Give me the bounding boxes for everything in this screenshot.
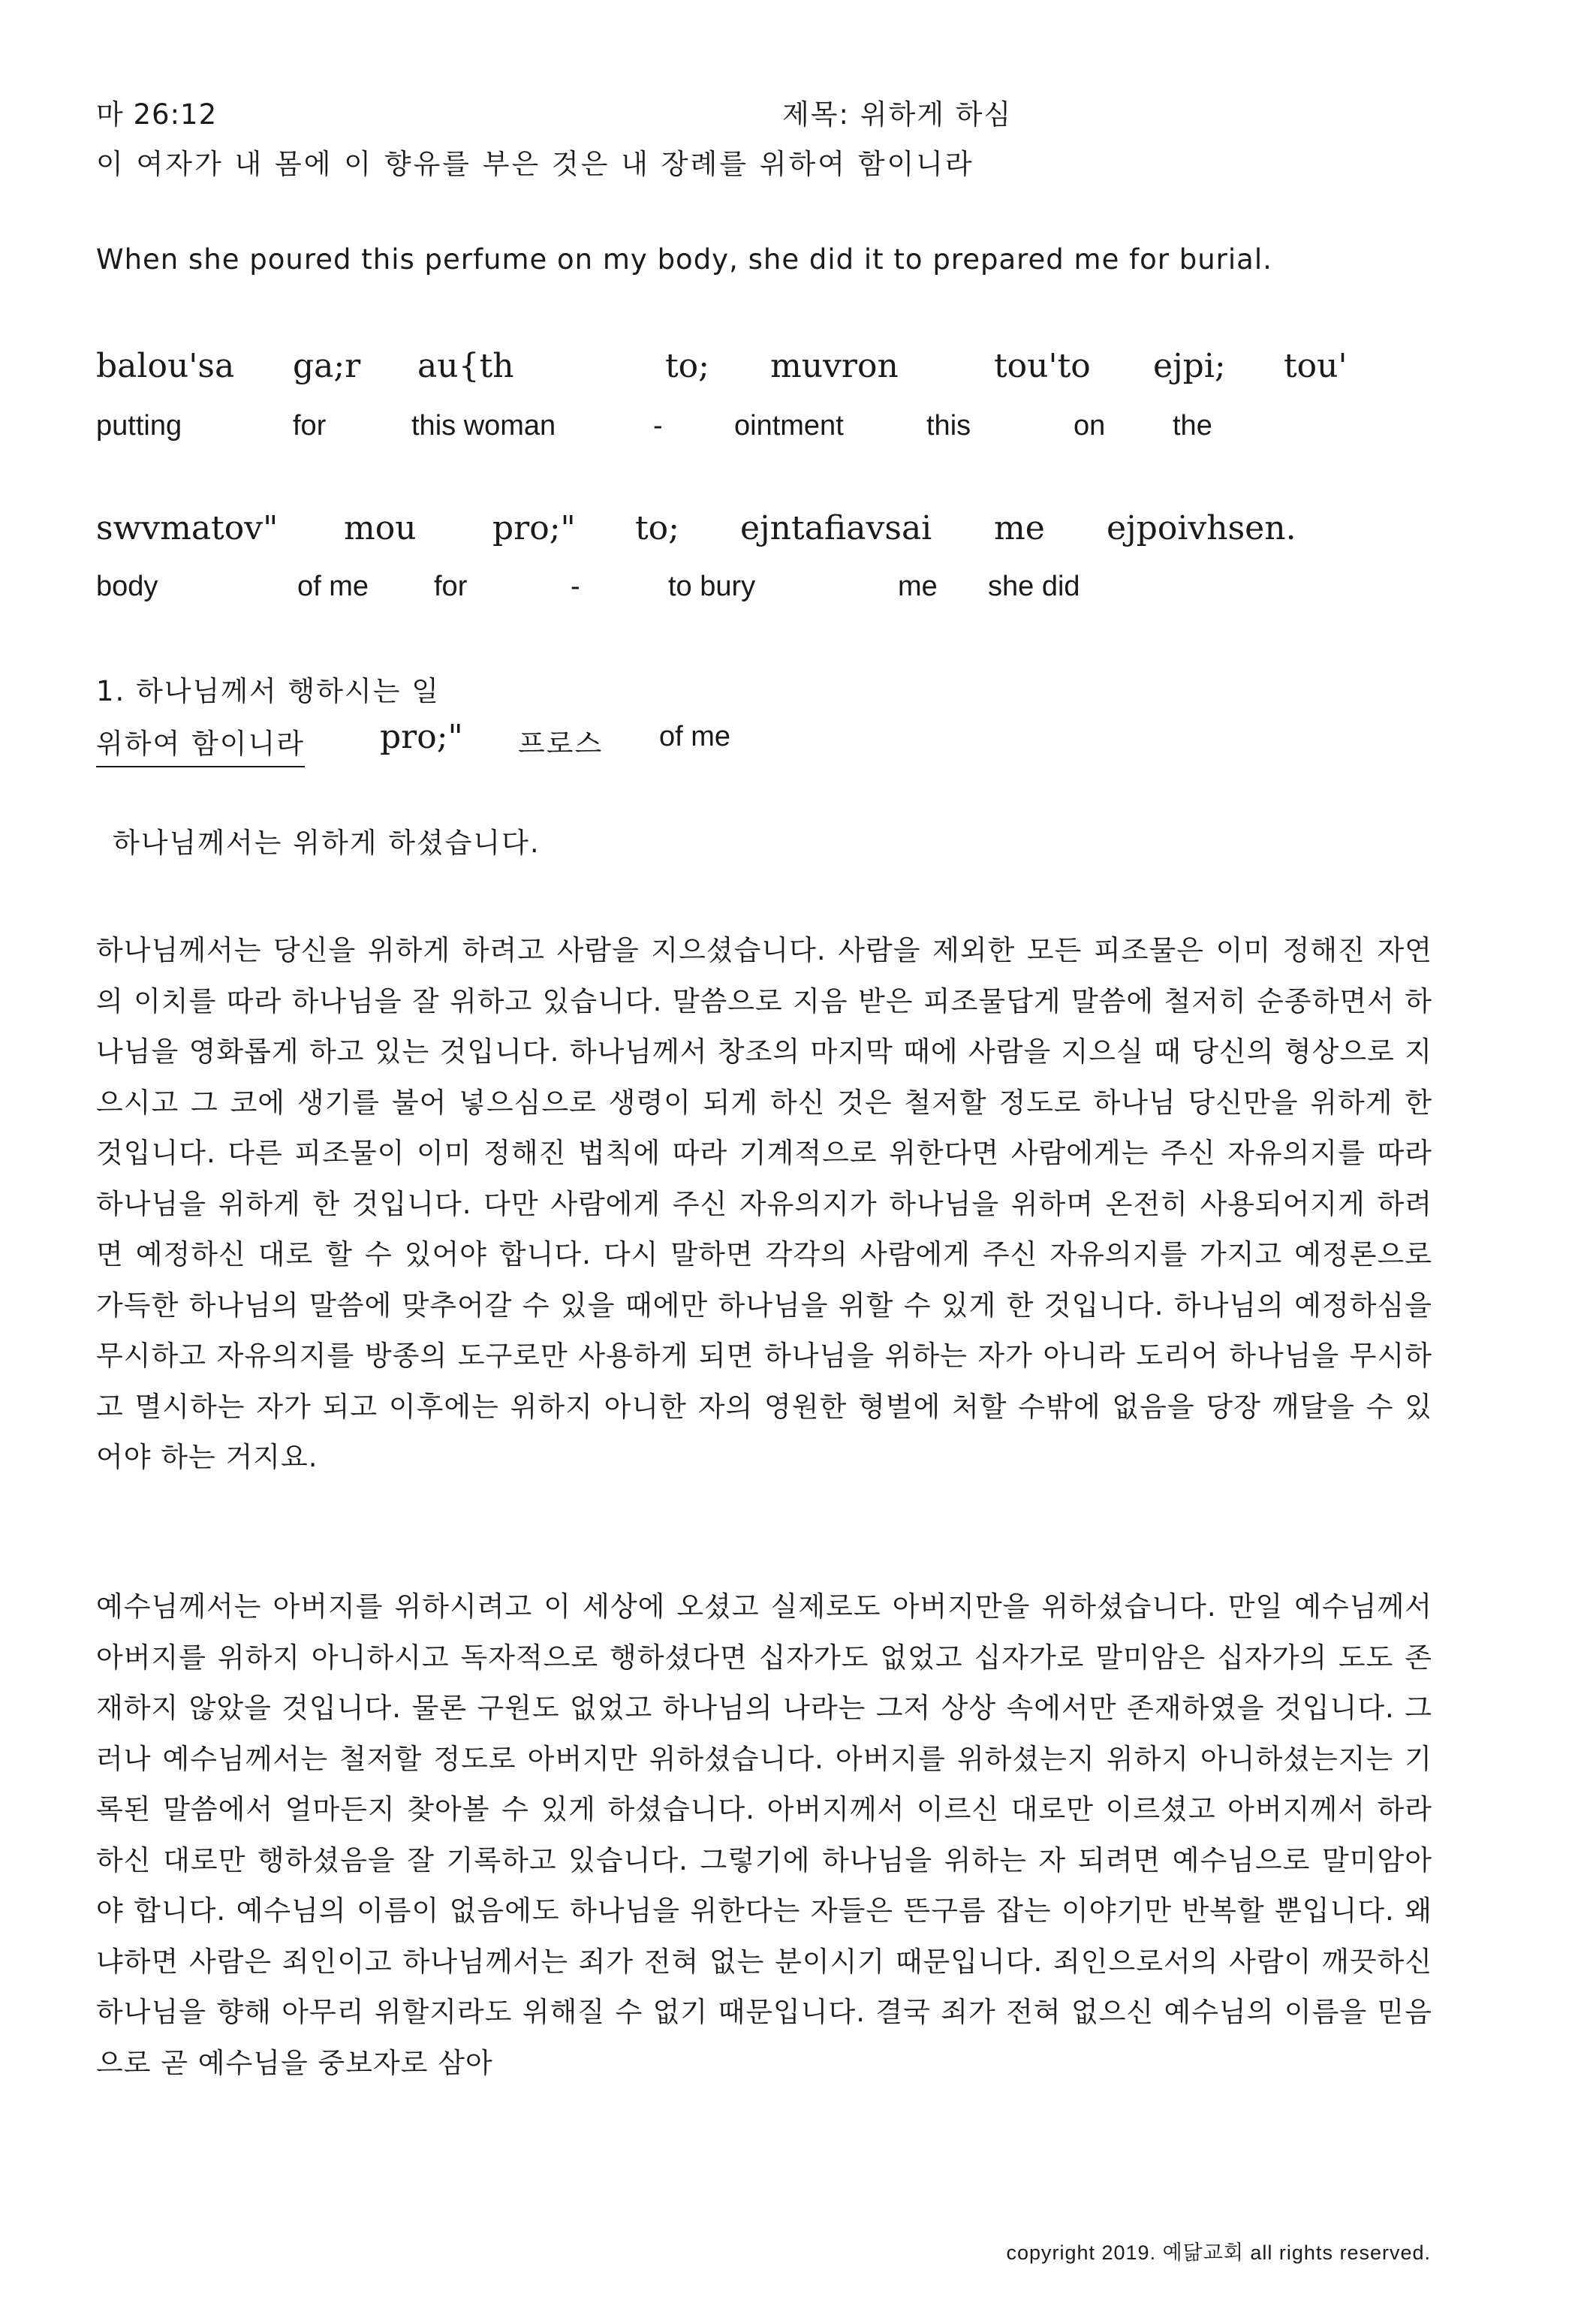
greek-word: tou'to — [994, 347, 1091, 385]
greek-word: ejntafiavsai — [740, 509, 932, 547]
greek-word: muvron — [770, 347, 899, 385]
body-paragraph-1: 하나님께서는 당신을 위하게 하려고 사람을 지으셨습니다. 사람을 제외한 모든 피조물은 이미 정해진 자연의 이치를 따라 하나님을 잘 위하고 있습니다. 말씀으로 지음 받은 피조물답게 말씀에 철저히 순종하면서 하나님을 영화롭게 하고 있는 것입니다. 하나님께서 창조의 마지막 때에 사람을 지으실 때 당신의 형상으로 지으시고 그 코에 생기를 불어 넣으심으로 생령이 되게 하신 것은 철저할 정도로 하나님 당신만을 위하게 한 것입니다. 다른 피조물이 이미 정해진 법칙에 따라 기계적으로 위한다면 사람에게는 주신 자유의지를 따라 하나님을 위하게 한 것입니다. 다만 사람에게 주신 자유의지가 하나님을 위하며 온전히 사용되어지게 하려면 예정하신 대로 할 수 있어야 합니다. 다시 말하면 각각의 사람에게 주신 자유의지를 가지고 예정론으로 가득한 하나님의 말씀에 맞추어갈 수 있을 때에만 하나님을 위할 수 있게 한 것입니다. 하나님의 예정하심을 무시하고 자유의지를 방종의 도구로만 사용하게 되면 하나님을 위하는 자가 아니라 도리어 하나님을 무시하고 멸시하는 자가 되고 이후에는 위하지 아니한 자의 영원한 형벌에 처할 수밖에 없음을 당장 깨달을 수 있어야 하는 거지요. — [96, 934, 1432, 1473]
greek-word: ga;r — [293, 347, 361, 385]
interlinear-gloss-line-1 — [96, 410, 1447, 448]
gloss-word: on — [1074, 410, 1106, 442]
greek-word: to; — [665, 347, 709, 385]
gloss-word: - — [653, 410, 663, 442]
copyright-footer: copyright 2019. 예닮교회 all rights reserved. — [1006, 2241, 1431, 2264]
greek-word: swvmatov" — [96, 509, 279, 547]
sermon-title: 제목: 위하게 하심 — [782, 98, 1013, 131]
interlinear-gloss-line-2 — [96, 571, 1447, 608]
gloss-word: of me — [297, 571, 369, 602]
gloss-word: ointment — [734, 410, 844, 442]
gloss-word: she did — [988, 571, 1080, 602]
greek-word: tou' — [1284, 347, 1348, 385]
key-phrase-english: of me — [659, 721, 731, 752]
key-phrase-greek: pro;" — [380, 718, 463, 756]
greek-word: pro;" — [492, 509, 576, 547]
key-phrase-transliteration: 프로스 — [518, 728, 604, 760]
english-verse: When she poured this perfume on my body, she did it to prepared me for burial. — [96, 243, 1272, 276]
korean-verse: 이 여자가 내 몸에 이 향유를 부은 것은 내 장례를 위하여 함이니라 — [96, 148, 974, 180]
gloss-word: - — [571, 571, 580, 602]
greek-word: to; — [635, 509, 679, 547]
scripture-reference: 마 26:12 — [96, 98, 218, 131]
greek-word: ejpi; — [1153, 347, 1226, 385]
gloss-word: body — [96, 571, 158, 602]
gloss-word: for — [434, 571, 468, 602]
section-subline — [96, 718, 1147, 766]
greek-word: ejpoivhsen. — [1107, 509, 1296, 547]
key-phrase-korean: 위하여 함이니라 — [96, 721, 305, 767]
gloss-word: this — [926, 410, 971, 442]
gloss-word: putting — [96, 410, 182, 442]
interlinear-greek-line-2 — [96, 509, 1447, 554]
body-paragraph-2: 예수님께서는 아버지를 위하시려고 이 세상에 오셨고 실제로도 아버지만을 위하셨습니다. 만일 예수님께서 아버지를 위하지 아니하시고 독자적으로 행하셨다면 십자가도 없었고 십자가로 말미암은 십자가의 도도 존재하지 않았을 것입니다. 물론 구원도 없었고 하나님의 나라는 그저 상상 속에서만 존재하였을 것입니다. 그러나 예수님께서는 철저할 정도로 아버지만 위하셨습니다. 아버지를 위하셨는지 위하지 아니하셨는지는 기록된 말씀에서 얼마든지 찾아볼 수 있게 하셨습니다. 아버지께서 이르신 대로만 이르셨고 아버지께서 하라하신 대로만 행하셨음을 잘 기록하고 있습니다. 그렇기에 하나님을 위하는 자 되려면 예수님으로 말미암아야 합니다. 예수님의 이름이 없음에도 하나님을 위한다는 자들은 뜬구름 잡는 이야기만 반복할 뿐입니다. 왜냐하면 사람은 죄인이고 하나님께서는 죄가 전혀 없는 분이시기 때문입니다. 죄인으로서의 사람이 깨끗하신 하나님을 향해 아무리 위할지라도 위해질 수 없기 때문입니다. 결국 죄가 전혀 없으신 예수님의 이름을 믿음으로 곧 예수님을 중보자로 삼아 — [96, 1590, 1432, 2079]
greek-word: me — [994, 509, 1045, 547]
section-statement: 하나님께서는 위하게 하셨습니다. — [113, 827, 541, 859]
gloss-word: the — [1173, 410, 1212, 442]
gloss-word: to bury — [668, 571, 756, 602]
interlinear-greek-line-1 — [96, 347, 1447, 392]
gloss-word: this woman — [411, 410, 556, 442]
greek-word: au{th — [417, 347, 514, 385]
gloss-word: me — [898, 571, 938, 602]
gloss-word: for — [293, 410, 327, 442]
greek-word: mou — [344, 509, 417, 547]
greek-word: balou'sa — [96, 347, 235, 385]
section-heading: 1. 하나님께서 행하시는 일 — [96, 675, 441, 707]
